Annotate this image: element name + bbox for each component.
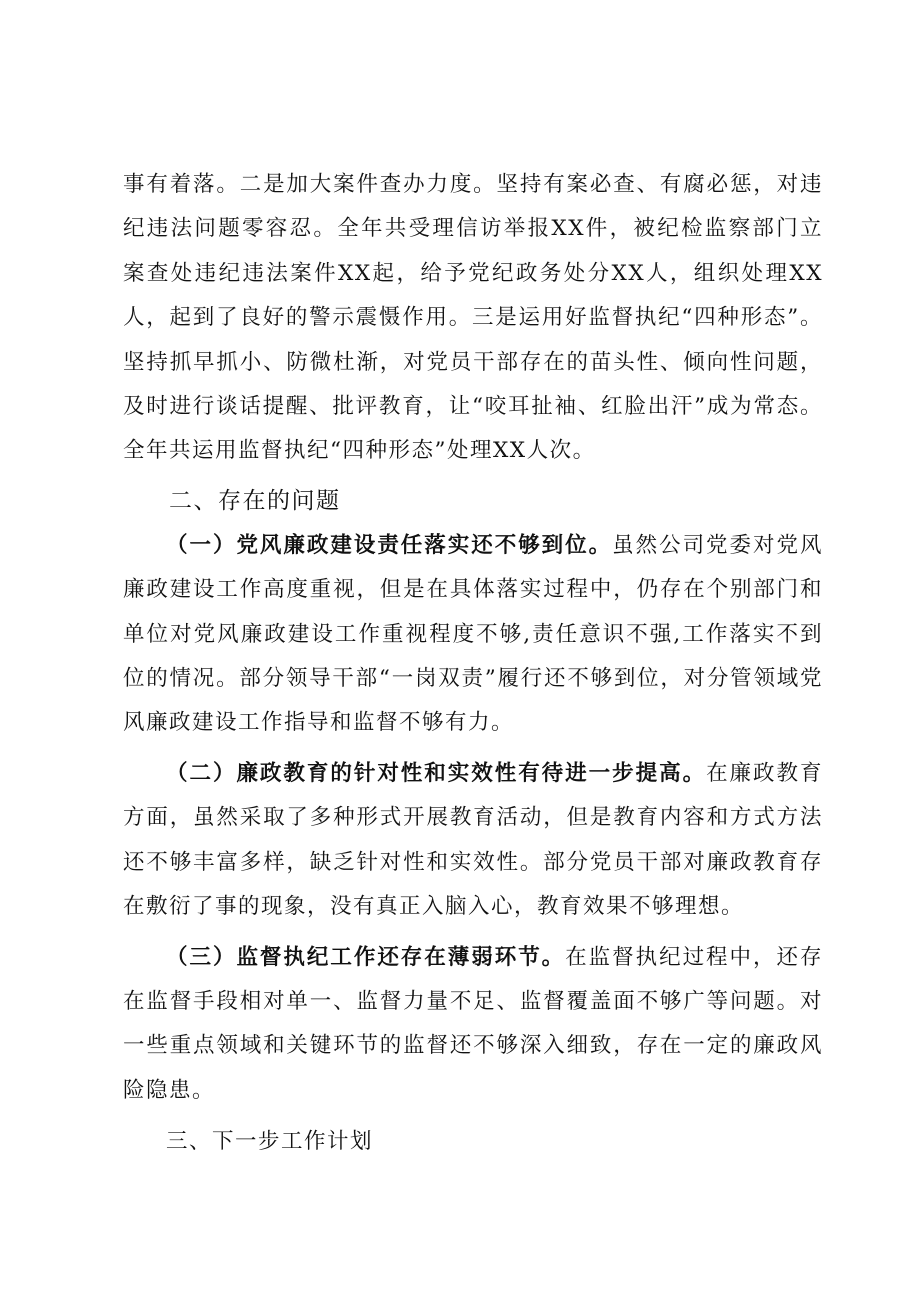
problem-item-3-text: 在监督执纪过程中，还存在监督手段相对单一、监督力量不足、监督覆盖面不够广等问题。对一些重点领域和关键环节的监督还不够深入细致，存在一定的廉政风险隐患。	[123, 944, 823, 1103]
document-body	[123, 163, 823, 1165]
problem-item-1-text: 虽然公司党委对党风廉政建设工作高度重视，但是在具体落实过程中，仍存在个别部门和单位对党风廉政建设工作重视程度不够,责任意识不强,工作落实不到位的情况。部分领导干部“一岗双责”履行还不够到位，对分管领域党风廉政建设工作指导和监督不够有力。	[123, 532, 823, 736]
problem-item-2	[123, 752, 823, 930]
problem-item-2-text: 在廉政教育方面，虽然采取了多种形式开展教育活动，但是教育内容和方式方法还不够丰富多样，缺乏针对性和实效性。部分党员干部对廉政教育存在敷衍了事的现象，没有真正入脑入心，教育效果不够理想。	[123, 760, 823, 920]
problem-item-3-title: （三）监督执纪工作还存在薄弱环节。	[166, 944, 566, 970]
section-heading-plan: 三、下一步工作计划	[166, 1129, 374, 1155]
problem-item-1-title: （一）党风廉政建设责任落实还不够到位。	[166, 532, 613, 558]
intro-paragraph: 事有着落。二是加大案件查办力度。坚持有案必查、有腐必惩，对违纪违法问题零容忍。全年共受理信访举报XX件，被纪检监察部门立案查处违纪违法案件XX起，给予党纪政务处分XX人，组织处理XX人，起到了良好的警示震慑作用。三是运用好监督执纪“四种形态”。坚持抓早抓小、防微杜渐，对党员干部存在的苗头性、倾向性问题，及时进行谈话提醒、批评教育，让“咬耳扯袖、红脸出汗”成为常态。全年共运用监督执纪“四种形态”处理XX人次。	[123, 172, 823, 464]
problem-item-3	[123, 936, 823, 1114]
section-heading-problems: 二、存在的问题	[169, 487, 341, 514]
problem-item-1	[123, 524, 823, 746]
problem-item-2-title: （二）廉政教育的针对性和实效性有待进一步提高。	[166, 760, 707, 786]
